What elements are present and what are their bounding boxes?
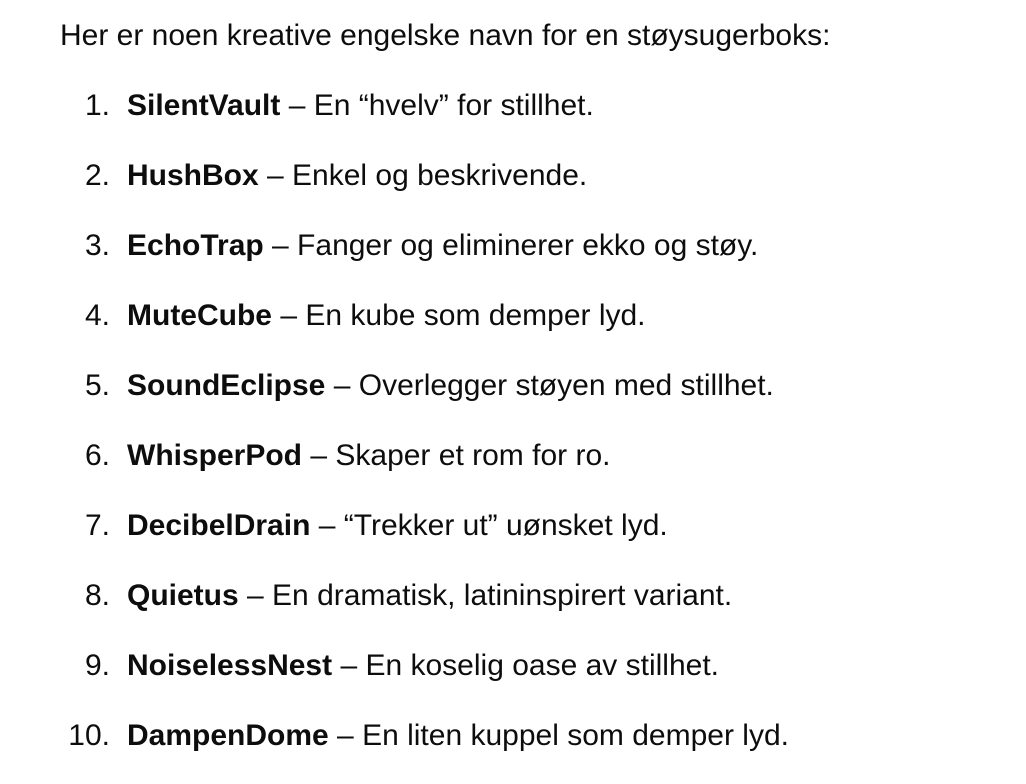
list-item-name: NoiselessNest <box>127 649 333 682</box>
list-item-content <box>127 294 646 338</box>
list-item-description: – Overlegger støyen med stillhet. <box>325 369 774 402</box>
list-item-content <box>127 224 758 268</box>
list-item-number: 6. <box>84 439 110 472</box>
list-item-content <box>127 504 668 548</box>
list-item-content <box>127 84 594 128</box>
list-item-number: 5. <box>84 369 110 402</box>
list-item-description: – En kube som demper lyd. <box>272 299 646 332</box>
list-item-name: Quietus <box>127 579 239 612</box>
list-item-description: – En koselig oase av stillhet. <box>332 649 719 682</box>
list-item-name: DampenDome <box>127 719 329 752</box>
list-item-number: 3. <box>84 229 110 262</box>
list-item-name: HushBox <box>127 159 259 192</box>
list-item-description: – Fanger og eliminerer ekko og støy. <box>263 229 759 262</box>
list-item-name: SilentVault <box>127 89 281 122</box>
list-item-number: 2. <box>84 159 110 192</box>
list-item-description: – Skaper et rom for ro. <box>302 439 611 472</box>
list-item-description: – En liten kuppel som demper lyd. <box>328 719 789 752</box>
list-item-number: 8. <box>84 579 110 612</box>
list-item-number: 1. <box>84 89 110 122</box>
list-item-number: 9. <box>84 649 110 682</box>
intro-text: Her er noen kreative engelske navn for en støysugerboks: <box>60 19 831 52</box>
list-item-content <box>127 644 719 688</box>
list-item-description: – Enkel og beskrivende. <box>258 159 588 192</box>
list-item-description: – En dramatisk, latininspirert variant. <box>238 579 733 612</box>
list-item-name: EchoTrap <box>127 229 264 262</box>
list-item-description: – “Trekker ut” uønsket lyd. <box>310 509 668 542</box>
list-item-name: SoundEclipse <box>127 369 326 402</box>
list-item-number: 4. <box>84 299 110 332</box>
list-item-content <box>127 364 774 408</box>
list-item-name: WhisperPod <box>127 439 303 472</box>
list-item-content <box>127 154 587 198</box>
list-item-number: 10. <box>68 719 110 752</box>
list-item-name: MuteCube <box>127 299 272 332</box>
list-item-content <box>127 714 789 758</box>
list-item-description: – En “hvelv” for stillhet. <box>280 89 594 122</box>
list-item-content <box>127 434 610 478</box>
list-item-content <box>127 574 732 618</box>
list-item-number: 7. <box>84 509 110 542</box>
list-item-name: DecibelDrain <box>127 509 311 542</box>
